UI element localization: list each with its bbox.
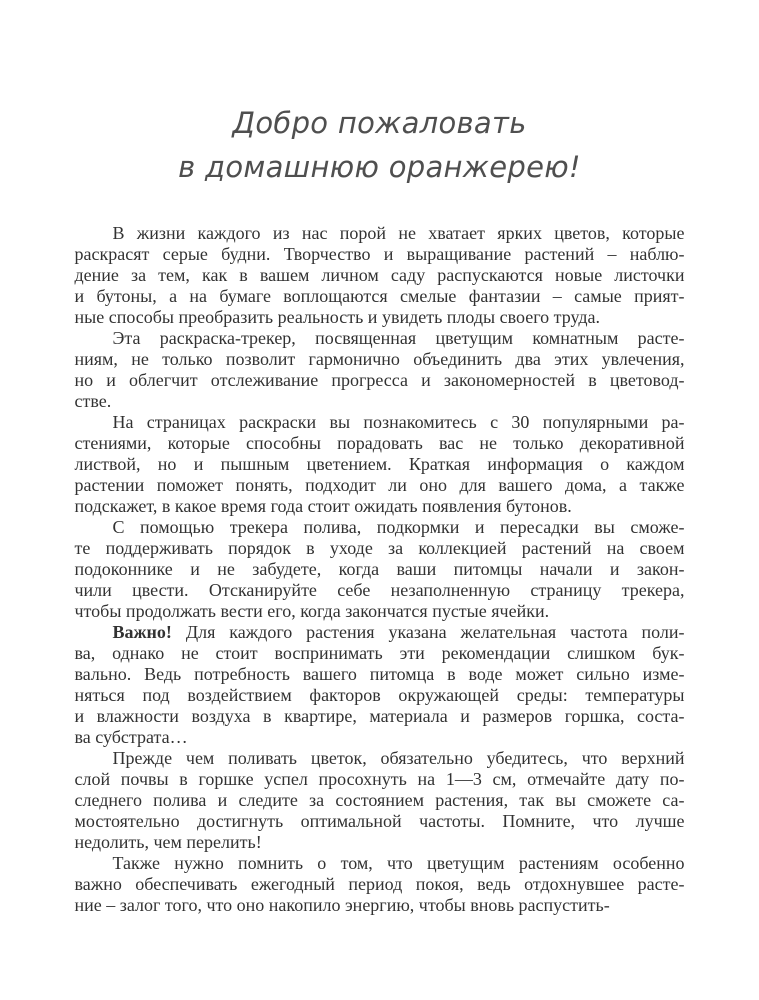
text-line: слой почвы в горшке успел просохнуть на 1—3 см, отмечайте дату по- (74, 769, 685, 789)
paragraph (75, 517, 685, 622)
text-line: те поддерживать порядок в уходе за коллекцией растений на своем (74, 538, 685, 558)
text-line: важно обеспечивать ежегодный период покоя, ведь отдохнувшее расте- (74, 874, 685, 894)
text-line: С помощью трекера полива, подкормки и пересадки вы сможе- (112, 517, 685, 537)
paragraph (75, 853, 685, 916)
paragraph (75, 223, 685, 328)
text-line: подскажет, в какое время года стоит ожидать появления бутонов. (74, 496, 572, 516)
paragraph (75, 328, 685, 412)
text-line: стве. (74, 391, 112, 411)
paragraph (75, 622, 685, 748)
bold-lead-word: Важно! (112, 622, 172, 642)
text-line: и бутоны, а на бумаге воплощаются смелые фантазии – самые прият- (74, 286, 685, 306)
text-line: стениями, которые способны порадовать вас не только декоративной (74, 433, 685, 453)
text-line: растении поможет понять, подходит ли оно для вашего дома, а также (74, 475, 685, 495)
text-line: вально. Ведь потребность вашего питомца в воде может сильно изме- (74, 664, 685, 684)
text-line: ва субстрата… (74, 727, 188, 747)
text-line: ные способы преобразить реальность и увидеть плоды своего труда. (74, 307, 601, 327)
text-line: но и облегчит отслеживание прогресса и закономерностей в цветовод- (74, 370, 685, 390)
text-line: На страницах раскраски вы познакомитесь с 30 популярными ра- (112, 412, 685, 432)
text-line: следнего полива и следите за состоянием растения, так вы сможете са- (74, 790, 685, 810)
text-line: няться под воздействием факторов окружающей среды: температуры (74, 685, 685, 705)
paragraph (75, 748, 685, 853)
text-line: ние – залог того, что оно накопило энергию, чтобы вновь распустить- (74, 895, 610, 915)
text-line: ниям, не только позволит гармонично объединить два этих увлечения, (74, 349, 685, 369)
text-line: листвой, но и пышным цветением. Краткая информация о каждом (74, 454, 685, 474)
text-line: мостоятельно достигнуть оптимальной частоты. Помните, что лучше (74, 811, 685, 831)
text-line: Прежде чем поливать цветок, обязательно убедитесь, что верхний (112, 748, 685, 768)
paragraph (75, 412, 685, 517)
body-text (75, 223, 685, 916)
text-line: Также нужно помнить о том, что цветущим растениям особенно (112, 853, 685, 873)
text-line: подоконнике и не забудете, когда ваши питомцы начали и закон- (74, 559, 685, 579)
text-line: и влажности воздуха в квартире, материала и размеров горшка, соста- (74, 706, 685, 726)
text-line: раскрасят серые будни. Творчество и выращивание растений – наблю- (74, 244, 685, 264)
text-line: Важно! Для каждого растения указана желательная частота поли- (112, 622, 685, 642)
page-title (0, 101, 759, 189)
text-line: В жизни каждого из нас порой не хватает ярких цветов, которые (112, 223, 685, 243)
title-line-1: Добро пожаловать (232, 106, 527, 140)
text-line: чили цвести. Отсканируйте себе незаполненную страницу трекера, (74, 580, 685, 600)
text-line: недолить, чем перелить! (74, 832, 262, 852)
text-line: дение за тем, как в вашем личном саду распускаются новые листочки (74, 265, 685, 285)
text-line: ва, однако не стоит воспринимать эти рекомендации слишком бук- (74, 643, 685, 663)
text-line: Эта раскраска-трекер, посвященная цветущим комнатным расте- (112, 328, 685, 348)
title-line-2: в домашнюю оранжерею! (178, 150, 581, 184)
text-line: чтобы продолжать вести его, когда закончатся пустые ячейки. (74, 601, 550, 621)
